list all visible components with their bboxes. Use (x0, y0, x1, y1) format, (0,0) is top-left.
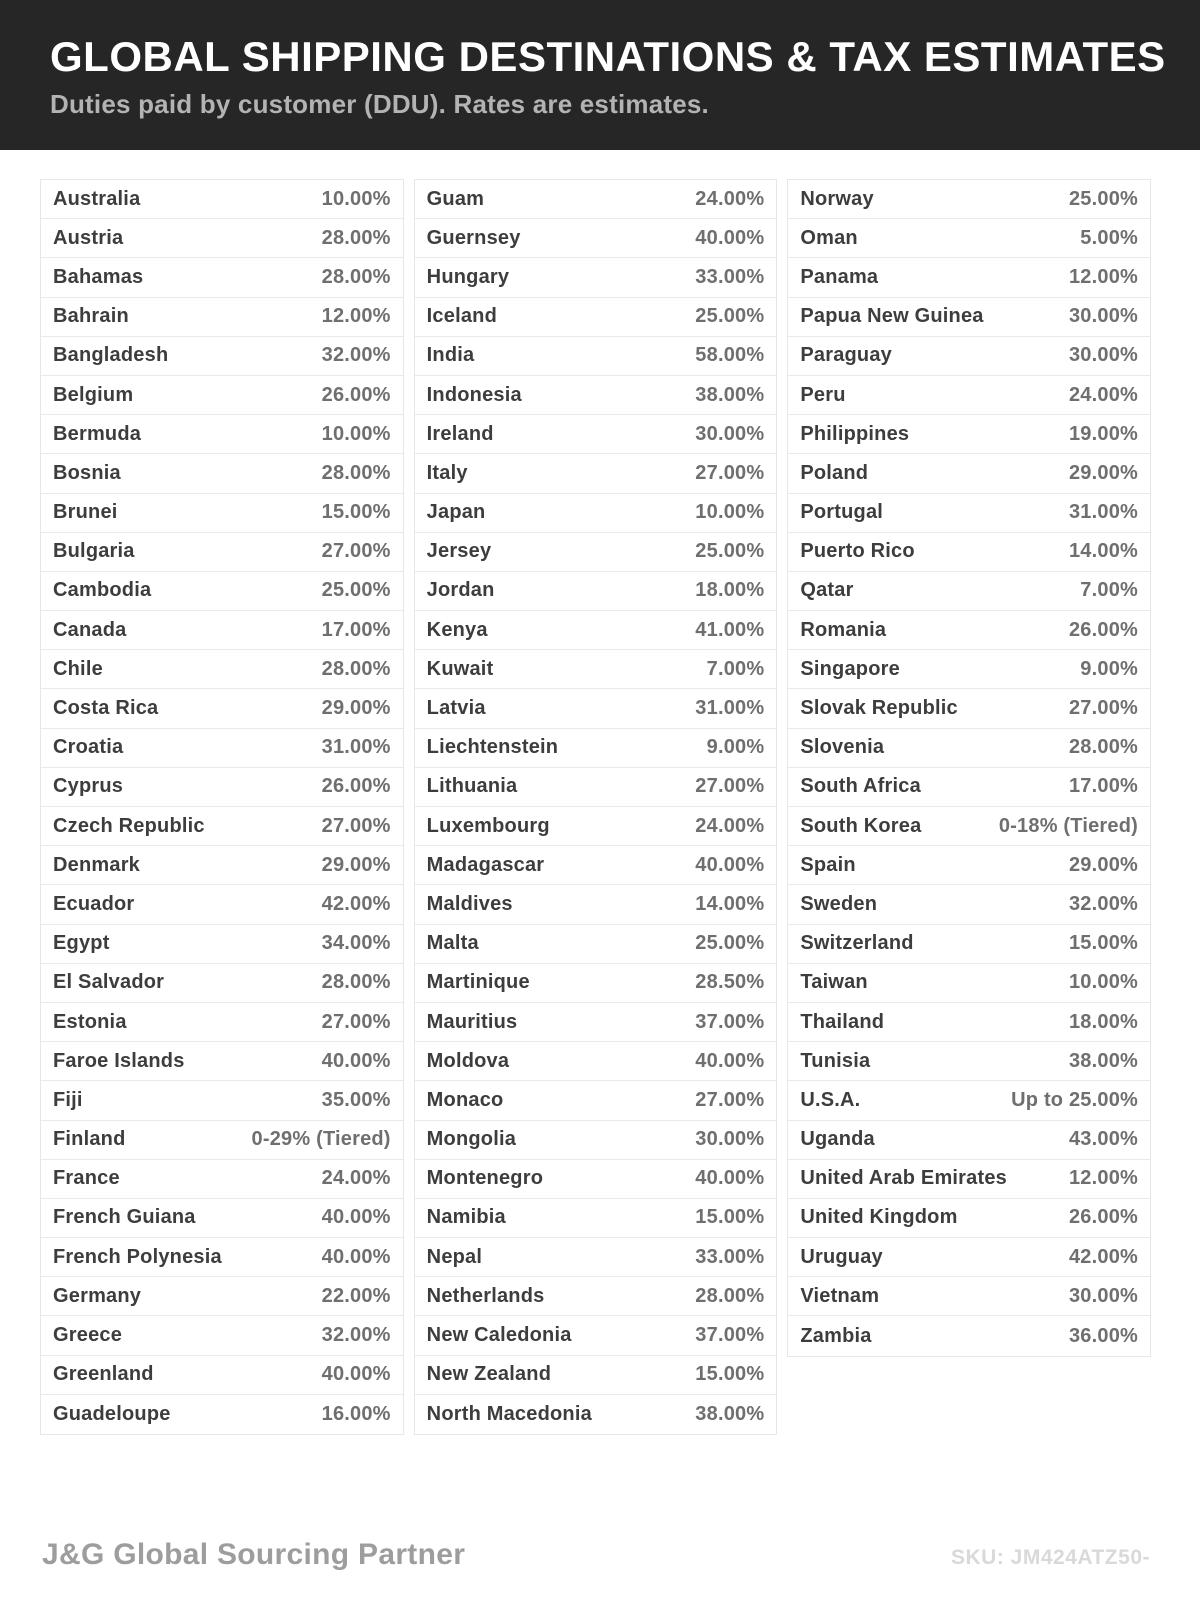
tax-rate: 29.00% (321, 853, 391, 876)
tax-rate: 25.00% (695, 932, 765, 955)
tax-rate: 18.00% (695, 579, 765, 602)
country-name: Peru (800, 383, 846, 406)
table-row (788, 258, 1150, 297)
country-name: Zambia (800, 1324, 872, 1347)
tax-rate: 0-18% (Tiered) (998, 814, 1139, 837)
country-name: Liechtenstein (426, 736, 559, 759)
country-name: Bosnia (53, 461, 121, 484)
country-name: Thailand (800, 1010, 885, 1033)
country-name: Denmark (53, 853, 140, 876)
country-name: Slovak Republic (800, 697, 958, 720)
table-row (415, 1081, 777, 1120)
country-name: Philippines (800, 422, 910, 445)
table-row (415, 258, 777, 297)
country-name: Maldives (426, 892, 513, 915)
tax-rate: 10.00% (695, 501, 765, 524)
country-name: Uganda (800, 1128, 875, 1151)
table-row (415, 650, 777, 689)
table-row (788, 729, 1150, 768)
tax-rate: 32.00% (321, 1324, 391, 1347)
table-row (415, 376, 777, 415)
tax-rate: 30.00% (1068, 1284, 1139, 1307)
country-name: Italy (426, 461, 468, 484)
tax-rate: 28.50% (695, 971, 765, 994)
tax-rate: 31.00% (1068, 501, 1139, 524)
country-name: Kuwait (426, 657, 494, 680)
tax-rate: 9.00% (1080, 657, 1139, 680)
country-name: Guernsey (426, 226, 521, 249)
table-row (415, 1121, 777, 1160)
tax-rate: 26.00% (1068, 1206, 1139, 1229)
table-row (788, 846, 1150, 885)
country-name: Luxembourg (426, 814, 550, 837)
country-name: Guadeloupe (53, 1402, 171, 1425)
table-row (41, 611, 403, 650)
tax-rate: Up to 25.00% (1011, 1088, 1139, 1111)
sku-label: SKU: JM424ATZ50- (951, 1546, 1150, 1569)
table-row (41, 337, 403, 376)
tax-rate: 29.00% (1068, 461, 1139, 484)
table-row (788, 533, 1150, 572)
tax-rate: 40.00% (321, 1049, 391, 1072)
table-row (788, 1081, 1150, 1120)
tax-rate: 29.00% (1068, 853, 1139, 876)
tax-rate: 28.00% (321, 971, 391, 994)
tax-rate: 33.00% (695, 1245, 765, 1268)
table-row (41, 729, 403, 768)
table-row (41, 376, 403, 415)
table-row (41, 1277, 403, 1316)
country-name: Spain (800, 853, 856, 876)
tax-rate: 12.00% (1068, 265, 1139, 288)
tax-rate: 28.00% (1068, 736, 1139, 759)
table-row (788, 1121, 1150, 1160)
country-name: Austria (53, 226, 124, 249)
table-row (415, 807, 777, 846)
tax-rate: 12.00% (321, 305, 391, 328)
table-row (41, 1160, 403, 1199)
country-name: Qatar (800, 579, 854, 602)
table-row (788, 611, 1150, 650)
country-name: South Africa (800, 775, 921, 798)
table-row (415, 689, 777, 728)
table-row (41, 298, 403, 337)
table-row (788, 376, 1150, 415)
table-row (788, 415, 1150, 454)
table-row (415, 846, 777, 885)
country-name: Faroe Islands (53, 1049, 185, 1072)
tax-rate: 38.00% (695, 383, 765, 406)
tax-rate: 28.00% (695, 1284, 765, 1307)
table-row (788, 768, 1150, 807)
country-name: Switzerland (800, 932, 914, 955)
tax-rate: 30.00% (695, 422, 765, 445)
tax-rate: 28.00% (321, 657, 391, 680)
tax-rate: 15.00% (1068, 932, 1139, 955)
table-row (41, 1395, 403, 1434)
country-name: Belgium (53, 383, 134, 406)
table-row (788, 454, 1150, 493)
tax-rate: 27.00% (321, 540, 391, 563)
tax-rate: 10.00% (321, 187, 391, 210)
table-row (41, 689, 403, 728)
table-row (415, 1238, 777, 1277)
table-row (41, 1356, 403, 1395)
table-row (415, 1160, 777, 1199)
brand-name: J&G Global Sourcing Partner (42, 1538, 466, 1571)
rate-column (40, 179, 404, 1435)
country-name: Bahrain (53, 305, 129, 328)
country-name: Sweden (800, 892, 878, 915)
tax-rate: 41.00% (695, 618, 765, 641)
country-name: Brunei (53, 501, 118, 524)
country-name: Lithuania (426, 775, 518, 798)
country-name: Tunisia (800, 1049, 871, 1072)
country-name: Papua New Guinea (800, 305, 984, 328)
tax-rate: 15.00% (695, 1363, 765, 1386)
table-row (415, 1199, 777, 1238)
tax-rate: 24.00% (321, 1167, 391, 1190)
tax-rate: 31.00% (695, 697, 765, 720)
table-row (415, 964, 777, 1003)
country-name: Chile (53, 657, 103, 680)
tax-rate: 24.00% (695, 187, 765, 210)
tax-rate: 30.00% (1068, 344, 1139, 367)
tax-rate: 14.00% (1068, 540, 1139, 563)
tax-rate: 27.00% (695, 775, 765, 798)
table-row (41, 1199, 403, 1238)
tax-rate: 26.00% (1068, 618, 1139, 641)
tax-rate: 12.00% (1068, 1167, 1139, 1190)
table-row (41, 494, 403, 533)
tax-rate: 7.00% (1080, 579, 1139, 602)
country-name: Vietnam (800, 1284, 880, 1307)
country-name: New Caledonia (426, 1324, 572, 1347)
tax-rate: 28.00% (321, 461, 391, 484)
table-row (415, 768, 777, 807)
table-row (788, 219, 1150, 258)
tax-rate: 9.00% (706, 736, 765, 759)
table-row (788, 650, 1150, 689)
table-row (788, 1238, 1150, 1277)
country-name: Portugal (800, 501, 884, 524)
table-row (41, 1003, 403, 1042)
country-name: Fiji (53, 1088, 83, 1111)
tax-rate: 17.00% (1068, 775, 1139, 798)
tax-rate: 40.00% (695, 226, 765, 249)
page-footer (42, 1538, 1150, 1572)
tax-rate: 40.00% (695, 853, 765, 876)
table-row (415, 925, 777, 964)
tax-rate: 15.00% (321, 501, 391, 524)
tax-rate: 7.00% (706, 657, 765, 680)
country-name: Greece (53, 1324, 123, 1347)
country-name: Namibia (426, 1206, 506, 1229)
tax-rate: 34.00% (321, 932, 391, 955)
table-row (415, 415, 777, 454)
table-row (415, 298, 777, 337)
table-row (41, 885, 403, 924)
country-name: Greenland (53, 1363, 154, 1386)
country-name: South Korea (800, 814, 922, 837)
table-row (415, 494, 777, 533)
table-row (788, 337, 1150, 376)
table-row (415, 729, 777, 768)
tax-rate: 30.00% (1068, 305, 1139, 328)
country-name: Singapore (800, 657, 900, 680)
country-name: Australia (53, 187, 141, 210)
country-name: Egypt (53, 932, 110, 955)
country-name: Mauritius (426, 1010, 518, 1033)
tax-rate: 40.00% (321, 1245, 391, 1268)
table-row (415, 533, 777, 572)
table-row (788, 885, 1150, 924)
tax-rate: 40.00% (321, 1363, 391, 1386)
country-name: North Macedonia (426, 1402, 592, 1425)
country-name: Norway (800, 187, 874, 210)
country-name: French Polynesia (53, 1245, 222, 1268)
tax-rate: 35.00% (321, 1088, 391, 1111)
tax-rate: 40.00% (695, 1167, 765, 1190)
table-row (415, 180, 777, 219)
tax-rate: 32.00% (321, 344, 391, 367)
table-row (788, 807, 1150, 846)
tax-rate: 27.00% (321, 1010, 391, 1033)
country-name: Latvia (426, 697, 486, 720)
tax-rate: 25.00% (1068, 187, 1139, 210)
country-name: Mongolia (426, 1128, 517, 1151)
country-name: Indonesia (426, 383, 522, 406)
tax-rate: 58.00% (695, 344, 765, 367)
tax-rate: 26.00% (321, 383, 391, 406)
country-name: Malta (426, 932, 479, 955)
country-name: Uruguay (800, 1245, 883, 1268)
tax-rate: 17.00% (321, 618, 391, 641)
tax-rate: 30.00% (695, 1128, 765, 1151)
country-name: France (53, 1167, 120, 1190)
table-row (788, 298, 1150, 337)
country-name: Finland (53, 1128, 126, 1151)
table-row (415, 1277, 777, 1316)
tax-rate: 14.00% (695, 892, 765, 915)
tax-rate: 29.00% (321, 697, 391, 720)
rate-columns (40, 179, 1151, 1435)
table-row (41, 415, 403, 454)
country-name: Slovenia (800, 736, 885, 759)
country-name: Bulgaria (53, 540, 135, 563)
table-row (41, 650, 403, 689)
table-row (41, 572, 403, 611)
table-row (415, 1356, 777, 1395)
country-name: El Salvador (53, 971, 165, 994)
table-row (788, 494, 1150, 533)
country-name: Monaco (426, 1088, 504, 1111)
country-name: Jersey (426, 540, 492, 563)
table-row (415, 572, 777, 611)
tax-rate: 25.00% (321, 579, 391, 602)
tax-rate: 43.00% (1068, 1128, 1139, 1151)
country-name: Oman (800, 226, 858, 249)
tax-rate: 10.00% (321, 422, 391, 445)
tax-rate: 36.00% (1068, 1324, 1139, 1347)
country-name: United Arab Emirates (800, 1167, 1007, 1190)
tax-rate: 19.00% (1068, 422, 1139, 445)
country-name: Hungary (426, 265, 510, 288)
table-row (415, 337, 777, 376)
page-title: GLOBAL SHIPPING DESTINATIONS & TAX ESTIMATES (50, 33, 1166, 80)
table-row (41, 1042, 403, 1081)
tax-rate: 25.00% (695, 540, 765, 563)
country-name: United Kingdom (800, 1206, 958, 1229)
tax-rate: 42.00% (321, 892, 391, 915)
country-name: Madagascar (426, 853, 545, 876)
table-row (788, 1316, 1150, 1355)
tax-rate: 37.00% (695, 1010, 765, 1033)
page-header (0, 0, 1200, 150)
table-row (788, 1042, 1150, 1081)
tax-rate: 27.00% (1068, 697, 1139, 720)
table-row (41, 846, 403, 885)
tax-rate: 28.00% (321, 265, 391, 288)
country-name: Panama (800, 265, 879, 288)
country-name: Bermuda (53, 422, 142, 445)
tax-rate: 31.00% (321, 736, 391, 759)
table-row (41, 807, 403, 846)
country-name: Guam (426, 187, 485, 210)
table-row (41, 768, 403, 807)
tax-rate: 22.00% (321, 1284, 391, 1307)
tax-rate: 37.00% (695, 1324, 765, 1347)
tax-rate: 10.00% (1068, 971, 1139, 994)
country-name: Iceland (426, 305, 497, 328)
table-row (415, 611, 777, 650)
country-name: Japan (426, 501, 486, 524)
country-name: Netherlands (426, 1284, 545, 1307)
table-row (415, 1316, 777, 1355)
tax-rate: 38.00% (1068, 1049, 1139, 1072)
tax-rate: 27.00% (695, 461, 765, 484)
table-row (41, 1121, 403, 1160)
country-name: Martinique (426, 971, 530, 994)
table-row (41, 219, 403, 258)
table-row (415, 1042, 777, 1081)
country-name: Croatia (53, 736, 124, 759)
table-row (41, 258, 403, 297)
country-name: U.S.A. (800, 1088, 861, 1111)
country-name: Estonia (53, 1010, 127, 1033)
table-row (41, 533, 403, 572)
country-name: Jordan (426, 579, 495, 602)
table-row (788, 925, 1150, 964)
table-row (41, 180, 403, 219)
country-name: French Guiana (53, 1206, 196, 1229)
table-row (415, 219, 777, 258)
table-row (41, 1316, 403, 1355)
table-row (788, 1277, 1150, 1316)
table-row (415, 1395, 777, 1434)
country-name: Paraguay (800, 344, 892, 367)
table-row (788, 1160, 1150, 1199)
country-name: Romania (800, 618, 887, 641)
tax-rate: 26.00% (321, 775, 391, 798)
country-name: Costa Rica (53, 697, 159, 720)
table-row (41, 925, 403, 964)
country-name: Taiwan (800, 971, 868, 994)
tax-rate: 32.00% (1068, 892, 1139, 915)
tax-rate: 0-29% (Tiered) (251, 1128, 391, 1151)
table-row (41, 1081, 403, 1120)
country-name: Puerto Rico (800, 540, 915, 563)
rate-column (787, 179, 1151, 1357)
table-row (41, 964, 403, 1003)
table-row (415, 1003, 777, 1042)
country-name: Nepal (426, 1245, 483, 1268)
tax-rate: 24.00% (695, 814, 765, 837)
tax-rate: 28.00% (321, 226, 391, 249)
rate-column (414, 179, 778, 1435)
country-name: New Zealand (426, 1363, 552, 1386)
tax-rate: 27.00% (321, 814, 391, 837)
tax-rate: 33.00% (695, 265, 765, 288)
country-name: Cambodia (53, 579, 152, 602)
country-name: Ireland (426, 422, 494, 445)
table-row (788, 964, 1150, 1003)
table-row (415, 454, 777, 493)
country-name: Germany (53, 1284, 142, 1307)
country-name: Bangladesh (53, 344, 169, 367)
tax-rate: 15.00% (695, 1206, 765, 1229)
country-name: Canada (53, 618, 127, 641)
table-row (415, 885, 777, 924)
tax-rate: 5.00% (1080, 226, 1139, 249)
country-name: Poland (800, 461, 869, 484)
country-name: Ecuador (53, 892, 135, 915)
tax-rate: 16.00% (321, 1402, 391, 1425)
country-name: Bahamas (53, 265, 144, 288)
table-row (788, 180, 1150, 219)
table-row (788, 572, 1150, 611)
table-row (788, 689, 1150, 728)
country-name: India (426, 344, 475, 367)
table-row (41, 454, 403, 493)
country-name: Czech Republic (53, 814, 205, 837)
tax-rate: 40.00% (321, 1206, 391, 1229)
tax-rate: 38.00% (695, 1402, 765, 1425)
table-row (788, 1003, 1150, 1042)
tax-rate: 18.00% (1068, 1010, 1139, 1033)
table-row (41, 1238, 403, 1277)
country-name: Montenegro (426, 1167, 544, 1190)
tax-rate: 40.00% (695, 1049, 765, 1072)
tax-rate: 24.00% (1068, 383, 1139, 406)
country-name: Cyprus (53, 775, 124, 798)
table-row (788, 1199, 1150, 1238)
tax-rate: 27.00% (695, 1088, 765, 1111)
page-subtitle: Duties paid by customer (DDU). Rates are estimates. (50, 89, 709, 120)
tax-rate: 42.00% (1068, 1245, 1139, 1268)
country-name: Kenya (426, 618, 488, 641)
tax-rate: 25.00% (695, 305, 765, 328)
country-name: Moldova (426, 1049, 510, 1072)
